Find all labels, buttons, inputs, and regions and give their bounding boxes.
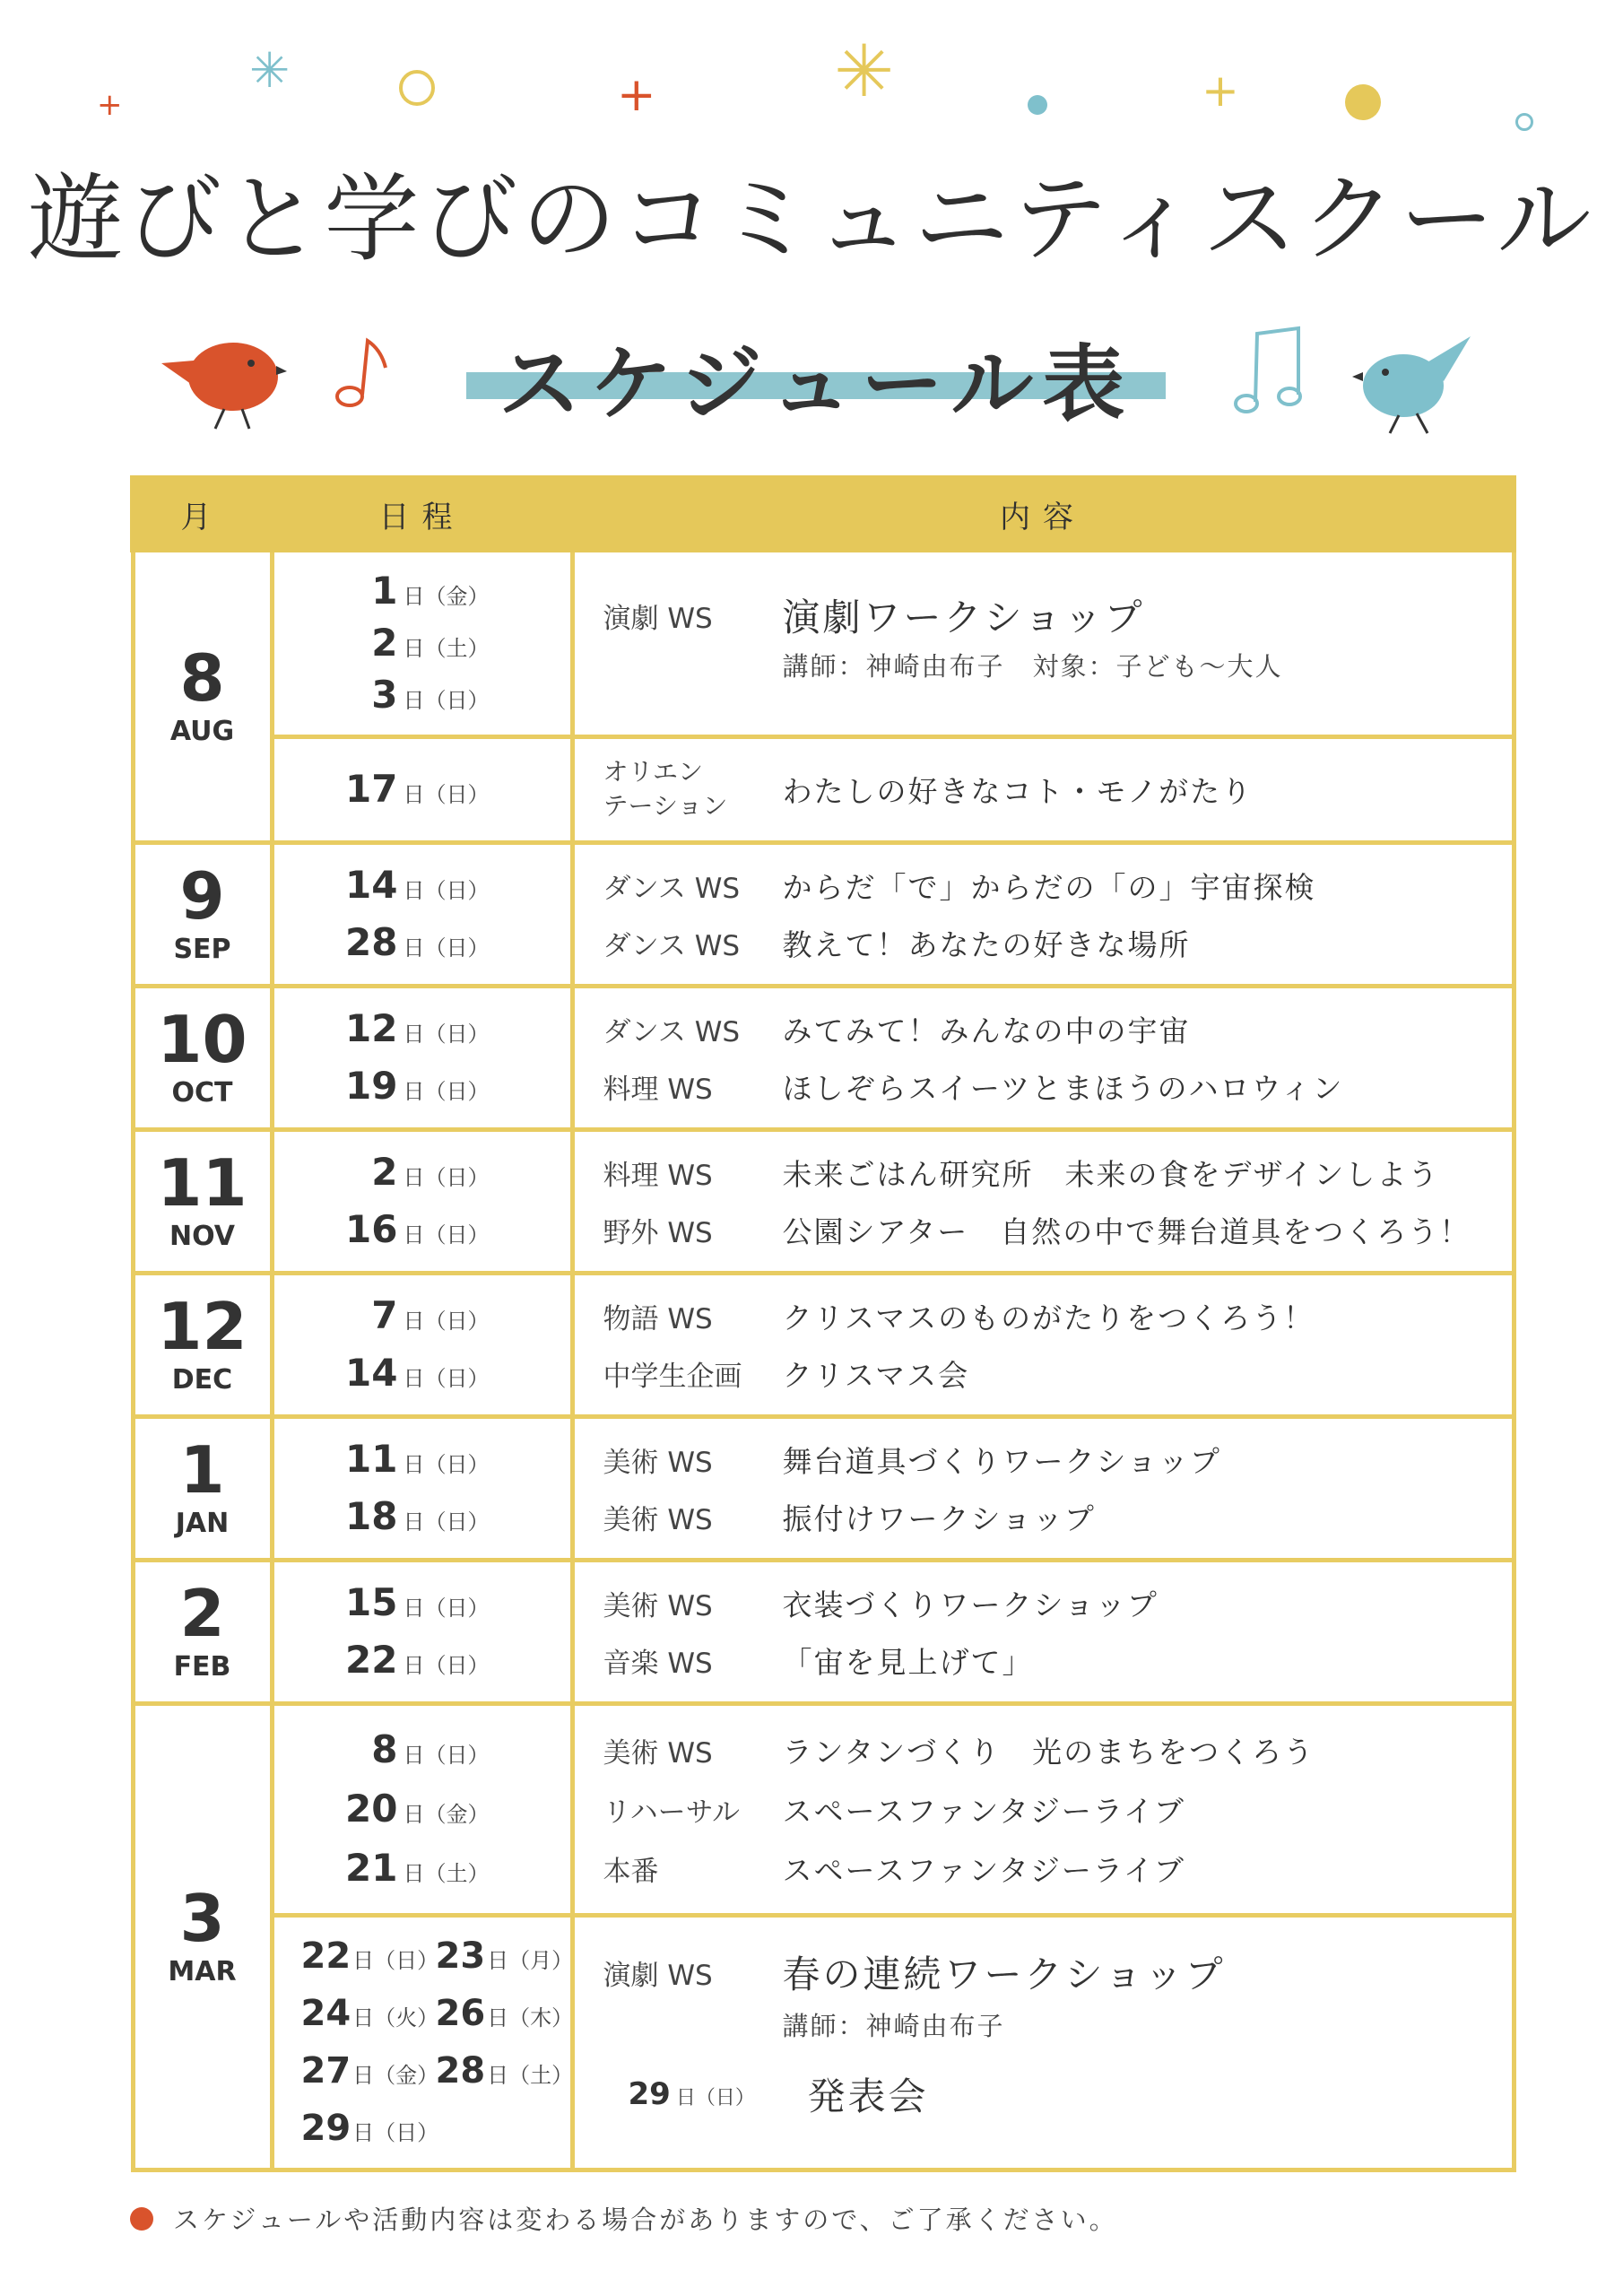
star-icon: +: [97, 87, 123, 123]
content-cell: [572, 1129, 1514, 1273]
category-label: 演劇 WS: [603, 602, 713, 635]
category-label: オリエン テーション: [603, 757, 728, 821]
category-label: ダンス WS: [603, 929, 741, 962]
event-title: ランタンづくり 光のまちをつくろう: [782, 1734, 1315, 1770]
event-title: スペースファンタジーライブ: [782, 1793, 1185, 1829]
category-label: 音楽 WS: [603, 1647, 713, 1680]
month-number: 1: [179, 1431, 225, 1508]
month-number: 3: [179, 1880, 225, 1956]
event-title: 「宙を見上げて」: [782, 1644, 1034, 1680]
red-bird-icon: [152, 323, 287, 430]
table-row: [133, 1129, 1514, 1273]
category-label: 野外 WS: [603, 1216, 713, 1249]
event-title: 演劇ワークショップ: [782, 596, 1145, 639]
circle-icon: [399, 70, 435, 106]
dates-cell: [272, 550, 572, 736]
content-cell: [572, 986, 1514, 1129]
category-label: 美術 WS: [603, 1503, 713, 1536]
dot-icon: [1028, 95, 1047, 115]
circle-icon: [1515, 113, 1533, 131]
category-label: 美術 WS: [603, 1446, 713, 1479]
content-cell: [572, 1416, 1514, 1560]
event-detail: 講師：神崎由布子: [782, 2010, 1005, 2041]
category-label: 物語 WS: [603, 1302, 713, 1335]
star-icon: +: [617, 68, 656, 122]
table-row: [133, 736, 1514, 842]
event-title: スペースファンタジーライブ: [782, 1852, 1185, 1888]
event-detail: 講師：神崎由布子 対象：子ども〜大人: [782, 650, 1283, 682]
month-abbr: JAN: [175, 1507, 230, 1539]
month-number: 8: [179, 639, 225, 716]
month-abbr: SEP: [173, 933, 231, 965]
content-cell: [572, 1915, 1514, 2170]
date-number: 1: [371, 569, 398, 613]
event-title: クリスマスのものがたりをつくろう！: [782, 1300, 1315, 1335]
category-label: ダンス WS: [603, 1015, 741, 1048]
table-row: [133, 1416, 1514, 1560]
month-cell: [133, 1560, 272, 1703]
category-label: 中学生企画: [603, 1360, 742, 1393]
event-title: 振付けワークショップ: [782, 1500, 1096, 1536]
dot-icon: [1345, 84, 1381, 120]
table-row: [133, 842, 1514, 986]
table-row: [133, 550, 1514, 736]
event-title: みてみて！みんなの中の宇宙: [782, 1013, 1191, 1048]
date-number: 3: [371, 673, 398, 718]
month-abbr: MAR: [168, 1955, 237, 1987]
month-cell: [133, 1703, 272, 2170]
category-label: ダンス WS: [603, 872, 741, 905]
table-header-row: [133, 478, 1514, 550]
event-title: クリスマス会: [782, 1357, 970, 1393]
dates-cell: 15 日（日） 22 日（日）: [272, 1560, 572, 1703]
month-number: 9: [179, 857, 225, 934]
content-cell: [572, 550, 1514, 736]
event-title: わたしの好きなコト・モノがたり: [782, 773, 1254, 809]
event-title: 教えて！あなたの好きな場所: [782, 926, 1191, 962]
dates-cell: 2 日（日） 16 日（日）: [272, 1129, 572, 1273]
month-number: 12: [157, 1288, 247, 1364]
header-dates: 日程: [272, 478, 572, 550]
dates-cell: 12 日（日） 19 日（日）: [272, 986, 572, 1129]
month-cell: [133, 1273, 272, 1416]
month-cell: [133, 842, 272, 986]
month-abbr: OCT: [171, 1076, 233, 1109]
month-abbr: FEB: [173, 1650, 231, 1683]
category-label: 演劇 WS: [603, 1959, 713, 1992]
star-icon: +: [1202, 65, 1239, 117]
page-subtitle: スケジュール表: [498, 336, 1134, 432]
date-number: 17: [345, 767, 398, 811]
category-label: リハーサル: [603, 1796, 741, 1829]
snowflake-icon: ✳: [249, 42, 291, 99]
month-abbr: AUG: [169, 715, 235, 747]
category-label: 料理 WS: [603, 1073, 713, 1106]
content-cell: [572, 1703, 1514, 1915]
schedule-table: [130, 475, 1516, 2172]
month-cell: [133, 986, 272, 1129]
category-label: 美術 WS: [603, 1589, 713, 1622]
table-row: [133, 1915, 1514, 2170]
event-title: 発表会: [807, 2074, 929, 2118]
music-notes-icon: [1228, 323, 1309, 422]
event-title: 未来ごはん研究所 未来の食をデザインしよう: [782, 1156, 1440, 1192]
month-number: 10: [157, 1001, 247, 1077]
content-cell: [572, 736, 1514, 842]
dates-cell: 11 日（日） 18 日（日）: [272, 1416, 572, 1560]
event-title: 春の連続ワークショップ: [782, 1952, 1226, 1996]
dates-cell: 14 日（日） 28 日（日）: [272, 842, 572, 986]
content-cell: [572, 1273, 1514, 1416]
header-content: 内容: [572, 478, 1514, 550]
event-title: 衣装づくりワークショップ: [782, 1587, 1159, 1622]
month-abbr: DEC: [171, 1363, 233, 1396]
month-cell: [133, 1129, 272, 1273]
category-label: 本番: [603, 1855, 659, 1888]
event-title: 公園シアター 自然の中で舞台道具をつくろう！: [782, 1213, 1471, 1249]
table-row: [133, 986, 1514, 1129]
category-label: 美術 WS: [603, 1736, 713, 1770]
bullet-dot-icon: [130, 2207, 153, 2231]
blue-bird-icon: [1345, 327, 1480, 435]
month-number: 2: [179, 1575, 225, 1651]
content-cell: [572, 1560, 1514, 1703]
footnote: [130, 2200, 1118, 2237]
sparkle-icon: ✳: [834, 30, 895, 113]
month-cell: [133, 1416, 272, 1560]
music-note-icon: [332, 332, 395, 413]
date-number: 2: [371, 621, 398, 665]
table-row: [133, 1703, 1514, 1915]
month-number: 11: [157, 1144, 247, 1221]
footnote-text: スケジュールや活動内容は変わる場合がありますので、ご了承ください。: [173, 2205, 1118, 2235]
day-label: 日（金）: [403, 584, 490, 610]
event-title: からだ「で」からだの「の」宇宙探検: [782, 869, 1316, 905]
dates-cell: 8 日（日） 20 日（金） 21 日（土）: [272, 1703, 572, 1915]
dates-cell: 7 日（日） 14 日（日）: [272, 1273, 572, 1416]
month-cell: [133, 550, 272, 842]
dates-cell: [272, 736, 572, 842]
day-label: 日（日）: [403, 782, 490, 807]
page-title: 遊びと学びのコミュニティスクール: [28, 164, 1595, 274]
table-row: [133, 1273, 1514, 1416]
day-label: 日（日）: [403, 688, 490, 714]
subtitle-banner: [466, 318, 1166, 432]
content-cell: [572, 842, 1514, 986]
category-label: 料理 WS: [603, 1159, 713, 1192]
header-month: 月: [133, 478, 272, 550]
final-date: 29 日（日）: [628, 2076, 755, 2112]
event-title: 舞台道具づくりワークショップ: [782, 1443, 1221, 1479]
month-abbr: NOV: [169, 1220, 236, 1252]
dates-cell: 22日（日）23日（月） 24日（火）26日（木） 27日（金）28日（土） 29日（日）: [272, 1915, 572, 2170]
event-title: ほしぞらスイーツとまほうのハロウィン: [782, 1070, 1344, 1106]
table-row: [133, 1560, 1514, 1703]
day-label: 日（土）: [403, 636, 490, 662]
